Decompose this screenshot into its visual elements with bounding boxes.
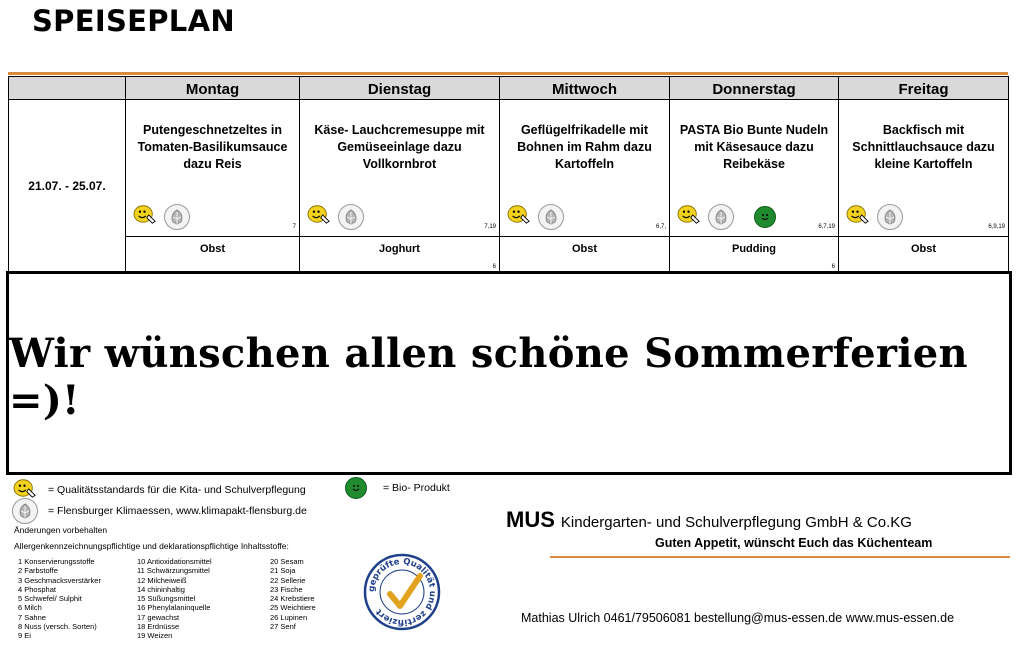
slogan: Guten Appetit, wünscht Euch das Küchenteam	[655, 536, 933, 550]
allergy-item: 24 Krebstiere	[270, 594, 315, 604]
dish-cell	[670, 100, 839, 237]
allergy-item: 14 chininhaltig	[137, 584, 185, 594]
dish-text: Backfisch mit Schnittlauchsauce dazu kleine Kartoffeln	[852, 123, 995, 171]
allergy-title: Allergenkennzeichnungspflichtige und deklarationspflichtige Inhaltsstoffe:	[14, 541, 289, 551]
allergy-item: 5 Schwefel/ Sulphit	[18, 594, 82, 604]
menu-table	[8, 76, 1009, 273]
legend-bio	[345, 477, 450, 499]
smiley-icon	[306, 203, 332, 230]
allergy-item: 15 Süßungsmittel	[137, 594, 196, 604]
legend-klima-text: = Flensburger Klimaessen, www.klimapakt-flensburg.de	[48, 505, 307, 517]
smiley-icon	[845, 203, 871, 230]
dish-text: Geflügelfrikadelle mit Bohnen im Rahm dazu Kartoffeln	[517, 123, 652, 171]
dish-cell	[500, 100, 670, 237]
dessert-cell	[839, 237, 1009, 273]
allergy-item: 26 Lupinen	[270, 612, 308, 622]
allergy-item: 17 gewachst	[137, 612, 180, 622]
bio-icon	[754, 206, 776, 228]
day-header: Mittwoch	[500, 77, 670, 100]
allergy-item: 23 Fische	[270, 584, 303, 594]
allergy-column	[137, 557, 212, 641]
allergy-item: 7 Sahne	[18, 612, 46, 622]
bio-icon	[345, 477, 367, 499]
dish-icons	[845, 203, 903, 230]
day-header: Montag	[126, 77, 300, 100]
allergy-item: 6 Milch	[18, 603, 42, 613]
week-range: 21.07. - 25.07.	[9, 100, 126, 273]
allergen-codes: 6,7,19	[818, 224, 835, 230]
legend-klima	[12, 498, 307, 524]
dish-icons	[676, 203, 776, 230]
dessert-cell	[300, 237, 500, 273]
dessert-text: Pudding	[732, 243, 776, 255]
day-header: Dienstag	[300, 77, 500, 100]
allergy-item: 3 Geschmacksverstärker	[18, 575, 101, 585]
dish-icons	[506, 203, 564, 230]
allergen-codes: 6,7,	[655, 224, 666, 230]
allergy-item: 8 Nuss (versch. Sorten)	[18, 622, 97, 632]
allergy-item: 9 Ei	[18, 631, 31, 641]
smiley-icon	[676, 203, 702, 230]
dish-text: PASTA Bio Bunte Nudeln mit Käsesauce dazu Reibekäse	[679, 123, 829, 171]
dish-cell	[126, 100, 300, 237]
dish-icons	[132, 203, 190, 230]
day-header: Freitag	[839, 77, 1009, 100]
leaf-icon	[708, 204, 734, 230]
leaf-icon	[12, 498, 38, 524]
allergy-item: 27 Senf	[270, 622, 296, 632]
dessert-text: Obst	[199, 243, 226, 255]
changes-note: Änderungen vorbehalten	[14, 525, 108, 535]
smiley-icon	[132, 203, 158, 230]
page-title: SPEISEPLAN	[32, 4, 235, 38]
allergen-codes: 7,19	[484, 224, 496, 230]
allergy-item: 1 Konservierungsstoffe	[18, 557, 95, 566]
dish-text: Käse- Lauchcremesuppe mit Gemüseeinlage dazu Vollkornbrot	[314, 123, 485, 171]
allergy-item: 22 Sellerie	[270, 575, 306, 585]
day-header: Donnerstag	[670, 77, 839, 100]
leaf-icon	[538, 204, 564, 230]
dessert-row	[9, 237, 1009, 273]
dish-row	[9, 100, 1009, 237]
dish-text: Putengeschnetzeltes in Tomaten-Basilikumsauce dazu Reis	[137, 123, 288, 171]
header-corner	[9, 77, 126, 100]
allergy-column	[18, 557, 101, 641]
allergy-item: 11 Schwärzungsmittel	[137, 566, 210, 576]
smiley-icon	[506, 203, 532, 230]
dessert-code: 6	[831, 264, 835, 270]
top-accent-line	[8, 72, 1008, 75]
dish-icons	[306, 203, 364, 230]
leaf-icon	[877, 204, 903, 230]
seal-text: geprüfte Qualität und zertifiziert	[366, 556, 438, 628]
day-header-row	[9, 77, 1009, 100]
allergen-codes: 6,9,19	[988, 224, 1005, 230]
allergy-column	[270, 557, 316, 631]
banner-text: Wir wünschen allen schöne Sommerferien =)!	[9, 330, 968, 424]
allergy-item: 12 Milcheiweiß	[137, 575, 187, 585]
dessert-cell	[670, 237, 839, 273]
leaf-icon	[338, 204, 364, 230]
company-mus: MUS	[506, 507, 555, 532]
company-accent-line	[550, 556, 1010, 558]
company-name	[506, 507, 912, 533]
dessert-text: Joghurt	[379, 243, 420, 255]
dish-cell	[300, 100, 500, 237]
allergy-item: 19 Weizen	[137, 631, 173, 641]
allergy-item: 20 Sesam	[270, 557, 304, 566]
leaf-icon	[164, 204, 190, 230]
legend-bio-text: = Bio- Produkt	[383, 482, 450, 494]
allergy-item: 2 Farbstoffe	[18, 566, 58, 576]
allergen-codes: 7	[292, 224, 296, 230]
allergy-item: 21 Soja	[270, 566, 296, 576]
holiday-banner	[6, 271, 1012, 475]
dessert-cell	[126, 237, 300, 273]
quality-seal-icon	[362, 552, 442, 632]
dessert-code: 6	[492, 264, 496, 270]
company-fullname: Kindergarten- und Schulverpflegung GmbH & Co.KG	[560, 514, 912, 531]
dessert-text: Obst	[910, 243, 937, 255]
allergy-item: 25 Weichtiere	[270, 603, 316, 613]
allergy-item: 18 Erdnüsse	[137, 622, 180, 632]
contact-line: Mathias Ulrich 0461/79506081 bestellung@mus-essen.de www.mus-essen.de	[521, 611, 955, 625]
dessert-text: Obst	[571, 243, 598, 255]
dessert-cell	[500, 237, 670, 273]
allergy-item: 4 Phosphat	[18, 584, 56, 594]
dish-cell	[839, 100, 1009, 237]
allergy-item: 16 Phenylalaninquelle	[137, 603, 211, 613]
allergy-item: 10 Antioxidationsmittel	[137, 557, 212, 566]
legend-quality-text: = Qualitätsstandards für die Kita- und Schulverpflegung	[48, 483, 306, 496]
